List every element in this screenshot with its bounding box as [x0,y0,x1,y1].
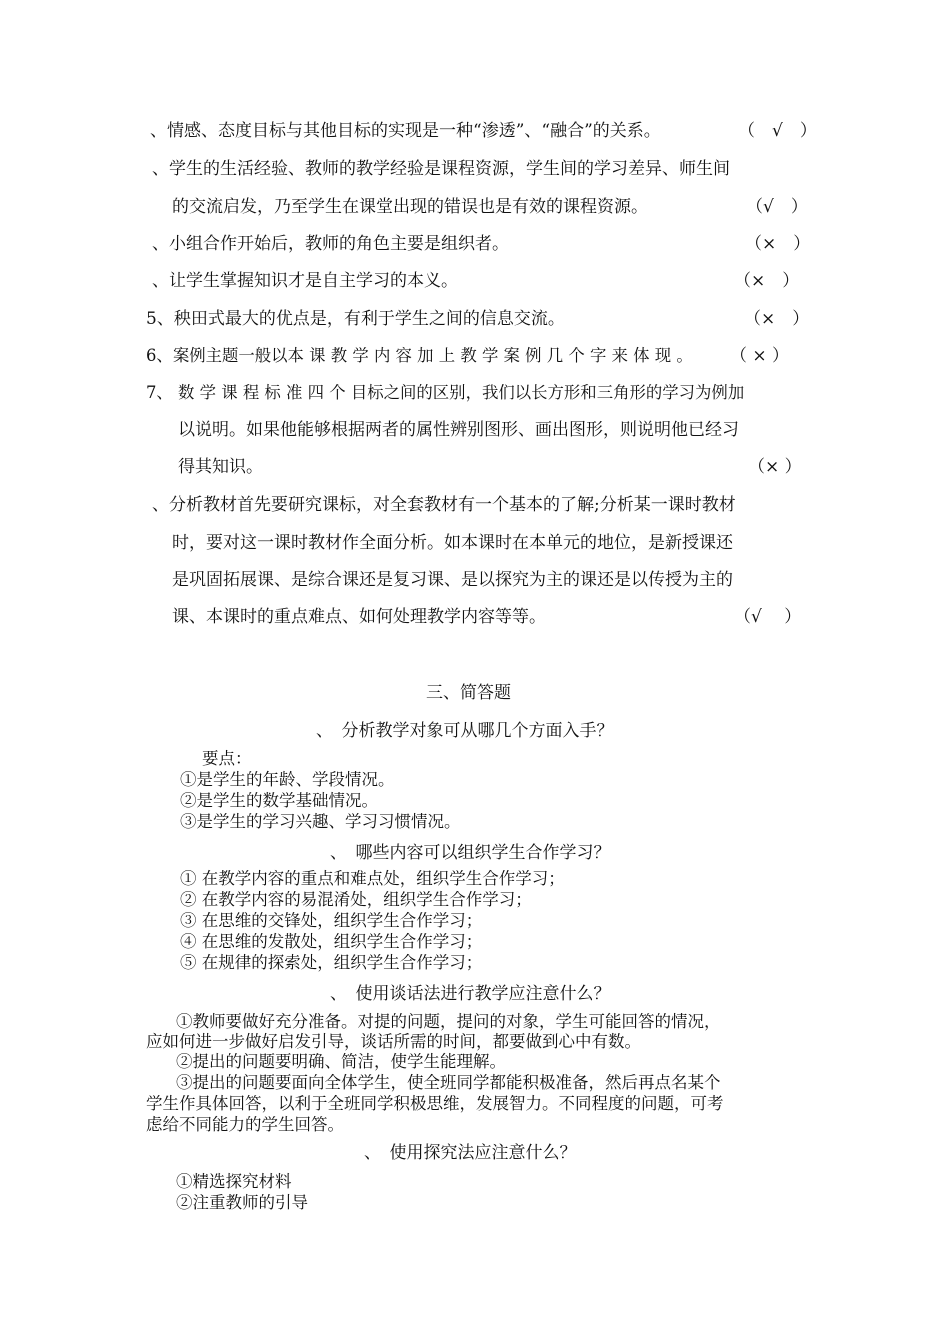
question-2-line-4: ④ 在思维的发散处，组织学生合作学习； [180,932,483,951]
judgement-mark-6: （ × ） [730,346,790,366]
judgement-item-8-line-3: 是巩固拓展课、是综合课还是复习课、是以探究为主的课还是以传授为主的 [172,570,733,590]
judgement-item-6: 6、案例主题一般以本 课 教 学 内 容 加 上 教 学 案 例 几 个 字 来 体 现 。 [146,346,693,365]
judgement-mark-4: （× ） [734,271,800,291]
question-3-line-3: ②提出的问题要明确、简洁，使学生能理解。 [176,1052,506,1071]
question-1-title: 、 分析教学对象可从哪几个方面入手？ [316,721,614,741]
judgement-mark-2: （√ ） [746,197,808,217]
judgement-item-7-line-2: 以说明。如果他能够根据两者的属性辨别图形、画出图形，则说明他已经习 [178,420,739,440]
judgement-item-8-line-4: 课、本课时的重点难点、如何处理教学内容等等。 [172,607,546,627]
judgement-mark-5: （× ） [744,309,810,329]
question-1-line-2: ①是学生的年龄、学段情况。 [180,770,395,789]
question-2-title: 、 哪些内容可以组织学生合作学习？ [330,843,611,863]
judgement-mark-7: （× ） [748,457,802,477]
question-3-line-1: ①教师要做好充分准备。对提的问题，提问的对象，学生可能回答的情况， [176,1012,721,1031]
judgement-item-2-line-2: 的交流启发，乃至学生在课堂出现的错误也是有效的课程资源。 [172,197,648,217]
section-title: 三、简答题 [426,683,511,703]
question-3-line-6: 虑给不同能力的学生回答。 [146,1115,344,1134]
question-3-line-2: 应如何进一步做好启发引导，谈话所需的时间，都要做到心中有数。 [146,1032,641,1051]
judgement-item-8-line-1: 、分析教材首先要研究课标，对全套教材有一个基本的了解;分析某一课时教材 [152,495,736,515]
question-1-line-3: ②是学生的数学基础情况。 [180,791,378,810]
question-2-line-5: ⑤ 在规律的探索处，组织学生合作学习； [180,953,483,972]
question-4-line-1: ①精选探究材料 [176,1172,292,1191]
judgement-mark-1: （ √ ） [738,121,817,141]
question-4-line-2: ②注重教师的引导 [176,1193,308,1212]
judgement-item-1: 、情感、态度目标与其他目标的实现是一种“渗透”、“融合”的关系。 [150,121,661,141]
question-4-title: 、 使用探究法应注意什么？ [364,1143,577,1163]
question-2-line-3: ③ 在思维的交锋处，组织学生合作学习； [180,911,483,930]
question-3-line-4: ③提出的问题要面向全体学生，使全班同学都能积极准备，然后再点名某个 [176,1073,721,1092]
judgement-item-7-line-1: 7、 数 学 课 程 标 准 四 个 目标之间的区别，我们以长方形和三角形的学习为例加 [146,383,745,402]
question-1-line-1: 要点： [202,749,252,768]
question-3-line-5: 学生作具体回答，以利于全班同学积极思维，发展智力。不同程度的问题，可考 [146,1094,724,1113]
judgement-item-4: 、让学生掌握知识才是自主学习的本义。 [152,271,458,291]
question-1-line-4: ③是学生的学习兴趣、学习习惯情况。 [180,812,461,831]
judgement-item-7-line-3: 得其知识。 [178,457,263,477]
question-2-line-2: ② 在教学内容的易混淆处，组织学生合作学习； [180,890,532,909]
judgement-mark-8: （√ ） [734,607,802,627]
judgement-item-3: 、小组合作开始后，教师的角色主要是组织者。 [152,234,509,254]
judgement-item-5: 5、秧田式最大的优点是，有利于学生之间的信息交流。 [146,309,565,329]
judgement-item-2-line-1: 、学生的生活经验、教师的教学经验是课程资源，学生间的学习差异、师生间 [152,159,730,179]
judgement-mark-3: （× ） [745,234,811,254]
judgement-item-8-line-2: 时，要对这一课时教材作全面分析。如本课时在本单元的地位，是新授课还 [172,533,733,553]
question-3-title: 、 使用谈话法进行教学应注意什么？ [330,984,611,1004]
question-2-line-1: ① 在教学内容的重点和难点处，组织学生合作学习； [180,869,565,888]
